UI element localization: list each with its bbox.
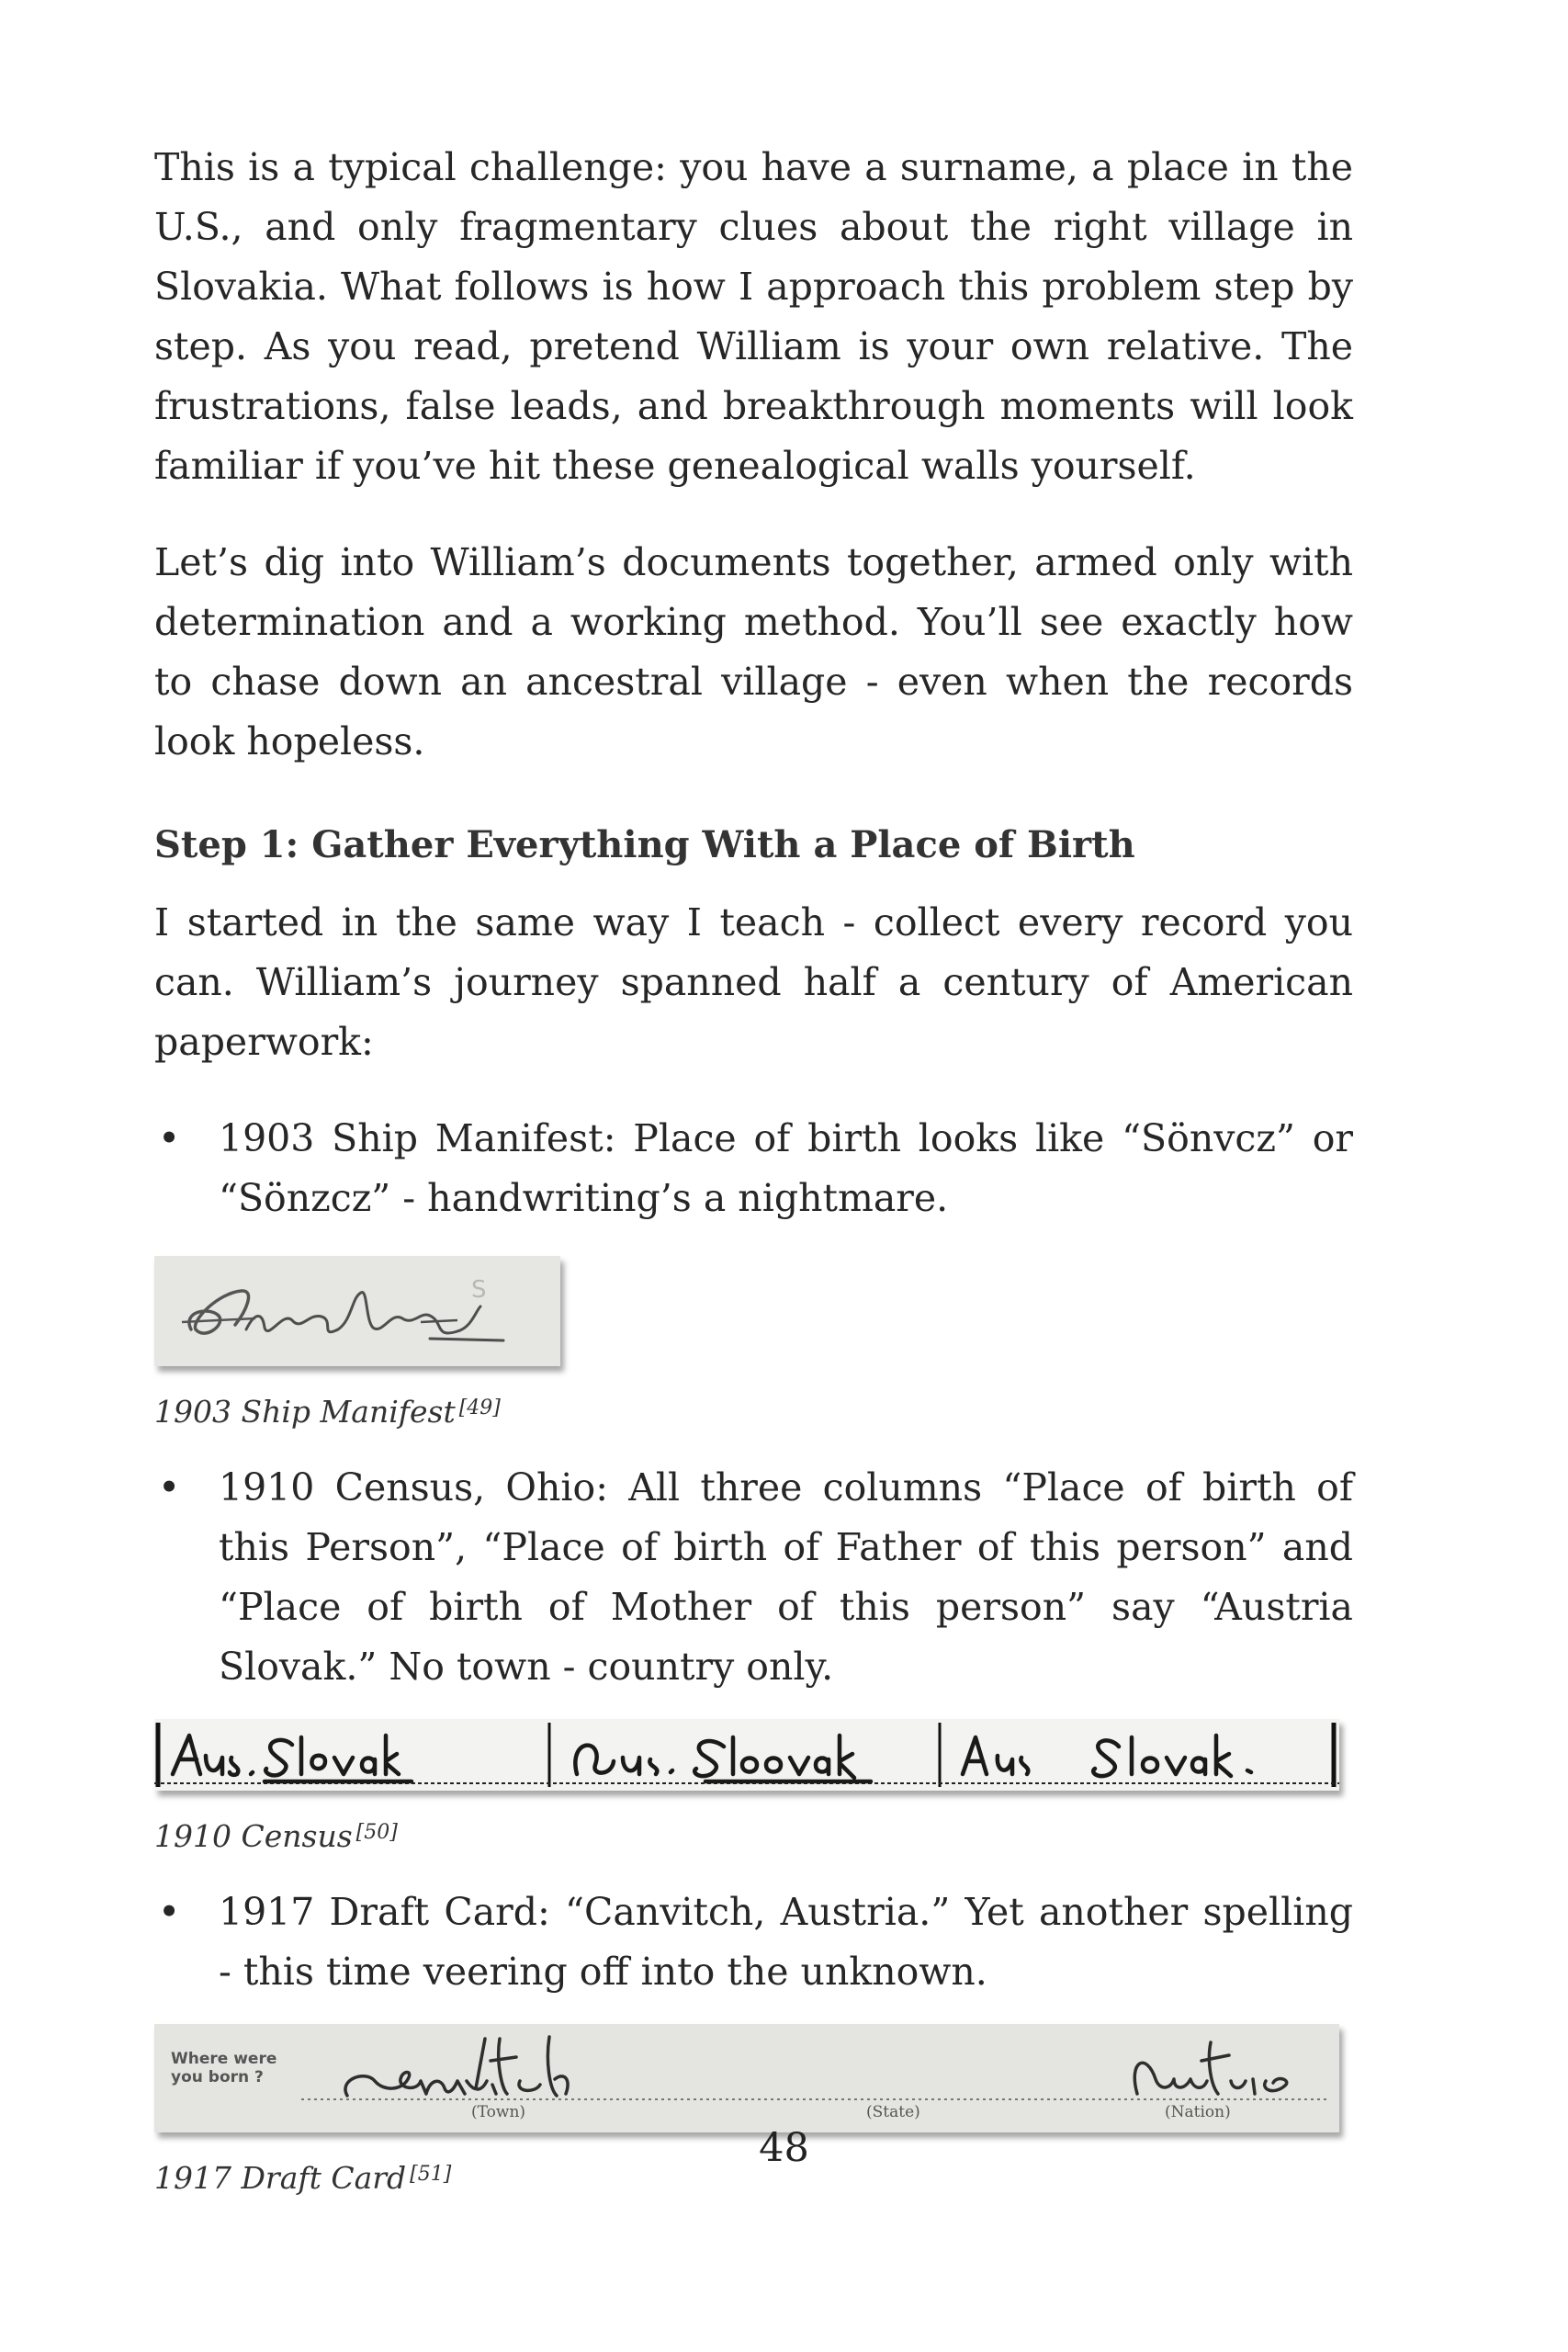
record-list <box>154 1109 1353 1228</box>
bullet-marker: • <box>158 1116 181 1160</box>
manifest-script-drawing <box>154 1256 560 1366</box>
caption-reference: [50] <box>355 1821 398 1844</box>
record-list-continued <box>154 1458 1353 1697</box>
figure-caption-manifest <box>154 1392 1353 1432</box>
draft-form-label-line2: you born ? <box>171 2068 264 2086</box>
list-item-text: 1910 Census, Ohio: All three columns “Place of birth of this Person”, “Place of birth of Father of this person” and “Place of birth of Mother of this person” say “Austria Slovak.” No town - country only. <box>219 1465 1353 1689</box>
draft-sub-nation: (Nation) <box>1165 2103 1231 2121</box>
ship-manifest-handwriting-image <box>154 1256 560 1366</box>
list-item-ship-manifest <box>154 1109 1353 1228</box>
step-1-intro: I started in the same way I teach - collect every record you can. William’s journey spanned half a century of American paperwork: <box>154 900 1353 1064</box>
step-1-heading: Step 1: Gather Everything With a Place of Birth <box>154 823 1135 866</box>
draft-form-label <box>171 2050 276 2086</box>
list-item-text: 1903 Ship Manifest: Place of birth looks like “Sönvcz” or “Sönzcz” - handwriting’s a nightmare. <box>219 1116 1353 1220</box>
draft-script-drawing <box>154 2024 1339 2132</box>
figure-caption-census <box>154 1816 1353 1857</box>
record-list-continued-2 <box>154 1883 1353 2002</box>
draft-sub-town: (Town) <box>471 2103 526 2121</box>
list-item-census <box>154 1458 1353 1697</box>
svg-text:S: S <box>471 1276 487 1304</box>
caption-text: 1917 Draft Card <box>154 2160 407 2196</box>
draft-sub-state: (State) <box>866 2103 920 2121</box>
paragraph-intro: This is a typical challenge: you have a surname, a place in the U.S., and only fragmentary clues about the right village in Slovakia. What follows is how I approach this problem step by step. As you read, pretend William is your own relative. The frustrations, false leads, and breakthrough moments will look familiar if you’ve hit these genealogical walls yourself. <box>154 145 1353 488</box>
caption-reference: [51] <box>410 2163 452 2186</box>
bullet-marker: • <box>158 1890 181 1934</box>
caption-text: 1910 Census <box>154 1818 353 1854</box>
bullet-marker: • <box>158 1465 181 1510</box>
caption-reference: [49] <box>458 1396 501 1419</box>
draft-card-handwriting-image <box>154 2024 1339 2132</box>
census-handwriting-image <box>154 1719 1339 1791</box>
draft-form-label-line1: Where were <box>171 2050 277 2068</box>
list-item-draft-card <box>154 1883 1353 2002</box>
page-number: 48 <box>759 2125 809 2171</box>
caption-text: 1903 Ship Manifest <box>154 1394 456 1430</box>
paragraph-dig-in: Let’s dig into William’s documents together, armed only with determination and a working method. You’ll see exactly how to chase down an ancestral village - even when the records look hopeless. <box>154 540 1353 763</box>
page-content <box>154 138 1353 2199</box>
list-item-text: 1917 Draft Card: “Canvitch, Austria.” Yet another spelling - this time veering off into the unknown. <box>219 1890 1353 1994</box>
census-script-drawing <box>154 1719 1339 1791</box>
